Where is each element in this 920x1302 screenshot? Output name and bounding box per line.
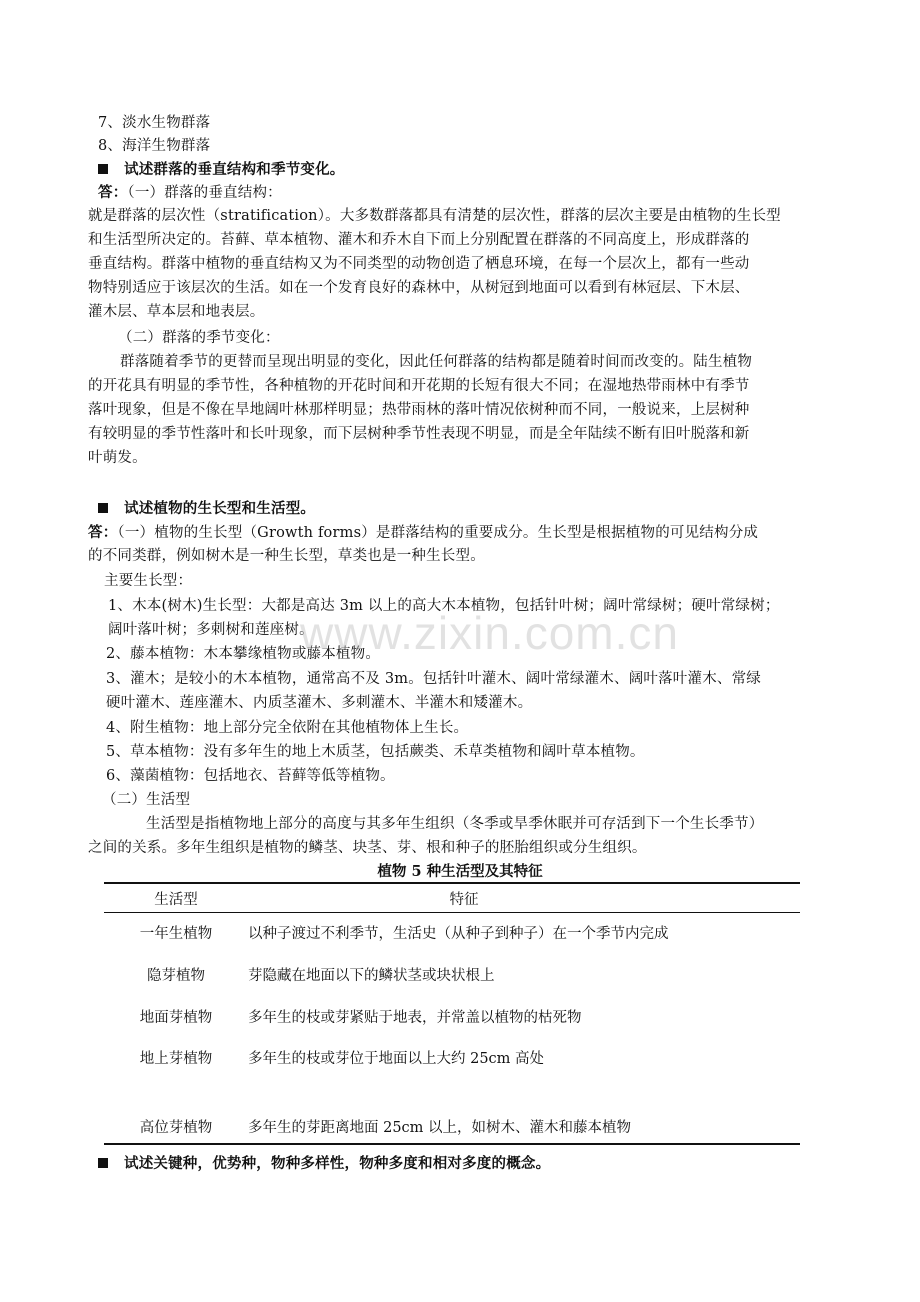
paragraph-line: 物特别适应于该层次的生活。如在一个发育良好的森林中，从树冠到地面可以看到有林冠层、下木层、 bbox=[88, 280, 750, 296]
table-cell: 以种子渡过不利季节，生活史（从种子到种子）在一个季节内完成 bbox=[248, 926, 669, 943]
answer-label: 答： bbox=[98, 184, 128, 201]
paragraph-line: 之间的关系。多年生组织是植物的鳞茎、块茎、芽、根和种子的胚胎组织或分生组织。 bbox=[88, 840, 647, 856]
paragraph-line: 群落随着季节的更替而呈现出明显的变化，因此任何群落的结构都是随着时间而改变的。陆生植物 bbox=[120, 354, 753, 370]
list-item: 3、灌木；是较小的木本植物，通常高不及 3m。包括针叶灌木、阔叶常绿灌木、阔叶落叶灌木、常绿 bbox=[106, 671, 762, 687]
table-row bbox=[104, 953, 800, 996]
question-title: 试述植物的生长型和生活型。 bbox=[124, 500, 316, 517]
table-cell: 隐芽植物 bbox=[147, 967, 205, 984]
table-header-row bbox=[104, 883, 800, 913]
list-label: 主要生长型： bbox=[104, 573, 193, 589]
table-header-cell: 生活型 bbox=[104, 883, 248, 913]
question-title: 试述关键种，优势种，物种多样性，物种多度和相对多度的概念。 bbox=[124, 1155, 551, 1172]
table-row bbox=[104, 996, 800, 1038]
paragraph-text: （一）植物的生长型（Growth forms）是群落结构的重要成分。生长型是根据植物的可见结构分成 bbox=[117, 525, 759, 541]
paragraph-line: 生活型是指植物地上部分的高度与其多年生组织（冬季或旱季休眠并可存活到下一个生长季节） bbox=[146, 816, 764, 832]
list-item: 硬叶灌木、莲座灌木、内质茎灌木、多刺灌木、半灌木和矮灌木。 bbox=[106, 695, 533, 711]
section-heading: （二）群落的季节变化： bbox=[118, 330, 280, 346]
list-item: 1、木本(树木)生长型：大都是高达 3m 以上的高大木本植物，包括针叶树；阔叶常绿树；硬叶常绿树； bbox=[108, 598, 780, 614]
paragraph-line: 就是群落的层次性（stratification）。大多数群落都具有清楚的层次性，群落的层次主要是由植物的生长型 bbox=[88, 208, 781, 224]
section-heading: （一）群落的垂直结构： bbox=[127, 185, 282, 201]
table-cell: 多年生的芽距离地面 25cm 以上，如树木、灌木和藤本植物 bbox=[248, 1078, 800, 1144]
question-heading bbox=[98, 158, 838, 181]
watermark: www.zixin.com.cn bbox=[300, 607, 679, 659]
list-item: 4、附生植物：地上部分完全依附在其他植物体上生长。 bbox=[106, 720, 469, 736]
square-bullet-icon bbox=[98, 503, 108, 513]
table-cell: 多年生的枝或芽紧贴于地表，并常盖以植物的枯死物 bbox=[248, 1010, 582, 1026]
answer-heading bbox=[98, 181, 838, 205]
list-item: 2、藤本植物：木本攀缘植物或藤本植物。 bbox=[106, 646, 381, 662]
paragraph-line bbox=[88, 521, 828, 545]
list-item: 阔叶落叶树；多刺树和莲座树。 bbox=[108, 622, 314, 638]
paragraph-line: 叶萌发。 bbox=[88, 450, 147, 466]
section-heading: （二）生活型 bbox=[102, 792, 191, 808]
table-cell: 地上芽植物 bbox=[139, 1051, 213, 1067]
table-row bbox=[104, 913, 800, 953]
square-bullet-icon bbox=[98, 1158, 108, 1168]
life-form-table bbox=[104, 882, 800, 1145]
table-row bbox=[104, 1078, 800, 1144]
list-item: 7、淡水生物群落 bbox=[98, 115, 211, 131]
table-header-cell: 特征 bbox=[248, 883, 800, 913]
question-title: 试述群落的垂直结构和季节变化。 bbox=[124, 161, 345, 178]
paragraph-line: 的开花具有明显的季节性，各种植物的开花时间和开花期的长短有很大不同；在湿地热带雨林中有季节 bbox=[88, 378, 750, 394]
question-heading bbox=[98, 497, 838, 520]
table-row bbox=[104, 1038, 800, 1078]
table-cell: 多年生的枝或芽位于地面以上大约 25cm 高处 bbox=[248, 1051, 545, 1067]
question-heading bbox=[98, 1152, 838, 1175]
table-cell: 高位芽植物 bbox=[104, 1078, 248, 1144]
paragraph-line: 垂直结构。群落中植物的垂直结构又为不同类型的动物创造了栖息环境，在每一个层次上，都有一些动 bbox=[88, 256, 750, 272]
list-item: 5、草本植物：没有多年生的地上木质茎，包括蕨类、禾草类植物和阔叶草本植物。 bbox=[106, 744, 645, 760]
paragraph-line: 和生活型所决定的。苔藓、草本植物、灌木和乔木自下而上分别配置在群落的不同高度上，形成群落的 bbox=[88, 232, 750, 248]
square-bullet-icon bbox=[98, 164, 108, 174]
paragraph-line: 灌木层、草本层和地表层。 bbox=[88, 304, 265, 320]
list-item: 8、海洋生物群落 bbox=[98, 138, 211, 154]
table-cell: 地面芽植物 bbox=[139, 1010, 213, 1026]
table-title: 植物 5 种生活型及其特征 bbox=[377, 863, 543, 880]
paragraph-line: 落叶现象，但是不像在旱地阔叶林那样明显；热带雨林的落叶情况依树种而不同，一般说来，上层树种 bbox=[88, 402, 750, 418]
table-cell: 芽隐藏在地面以下的鳞状茎或块状根上 bbox=[248, 967, 495, 984]
paragraph-line: 有较明显的季节性落叶和长叶现象，而下层树种季节性表现不明显，而是全年陆续不断有旧叶脱落和新 bbox=[88, 426, 750, 442]
table-cell: 一年生植物 bbox=[139, 926, 213, 943]
answer-label: 答： bbox=[88, 524, 118, 541]
list-item: 6、藻菌植物：包括地衣、苔藓等低等植物。 bbox=[106, 768, 395, 784]
paragraph-line: 的不同类群，例如树木是一种生长型，草类也是一种生长型。 bbox=[88, 548, 485, 564]
